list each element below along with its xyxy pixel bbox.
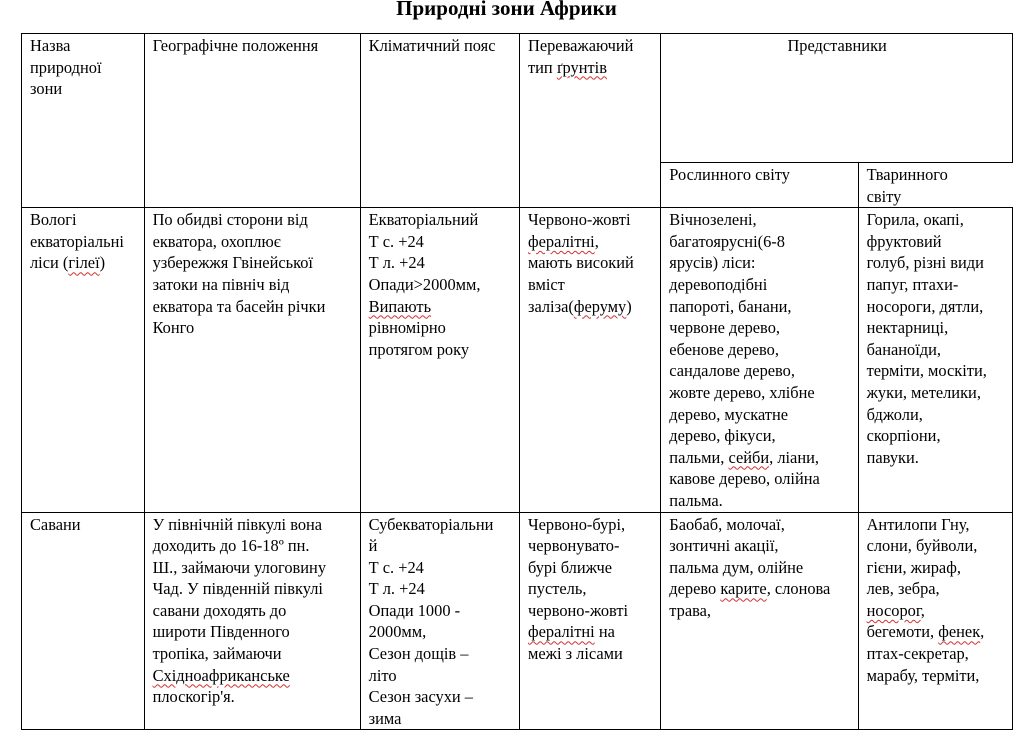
- header-name: [22, 34, 145, 208]
- cell-text: У північній півкулі вона: [152, 514, 323, 534]
- zone-name: [22, 208, 145, 512]
- cell-text: межі з лісами: [527, 644, 623, 664]
- cell-text: Червоно-жовті: [527, 210, 631, 230]
- cell-text: папороті, банани,: [669, 296, 792, 316]
- cell-text: сандалове дерево,: [669, 361, 795, 381]
- spellcheck-word: Випають: [368, 296, 432, 316]
- cell-text: ): [626, 296, 632, 316]
- cell-text: ярусів) ліси:: [669, 253, 756, 273]
- cell-text: фруктовий: [866, 231, 942, 251]
- spellcheck-word: ґрунтів: [556, 57, 607, 77]
- cell-text: ,: [594, 231, 599, 251]
- spellcheck-word: карите: [720, 579, 767, 599]
- header-representatives: Представники: [661, 34, 1013, 163]
- cell-text: літо: [368, 665, 397, 685]
- page-title: Природні зони Африки: [396, 0, 617, 20]
- header-location: Географічне положення: [144, 34, 360, 208]
- cell-text: екватора, охоплює: [152, 231, 281, 251]
- cell-text: затоки на північ від: [152, 274, 290, 294]
- cell-text: Сезон засухи –: [368, 687, 473, 707]
- cell-text: зонтичні акації,: [669, 536, 779, 556]
- cell-text: червонувато-: [527, 536, 620, 556]
- cell-text: [867, 621, 1005, 643]
- cell-text: Чад. У південній півкулі: [152, 579, 323, 599]
- header-soil: [519, 34, 660, 208]
- header-text: тип: [527, 57, 557, 77]
- cell-text: пустель,: [527, 579, 587, 599]
- cell-text: скорпіони,: [866, 426, 941, 446]
- cell-text: Т с. +24: [368, 557, 424, 577]
- cell-text: [669, 447, 850, 469]
- cell-text: слони, буйволи,: [866, 536, 978, 556]
- header-text: зони: [30, 79, 63, 99]
- zone-fauna: [858, 512, 1012, 730]
- cell-text: вміст: [527, 274, 565, 294]
- cell-text: дерево, мускатне: [669, 404, 789, 424]
- cell-text: Екваторіальний: [368, 210, 479, 230]
- cell-text: Горила, окапі,: [866, 210, 964, 230]
- zone-soil: [519, 208, 660, 512]
- cell-text: мають високий: [527, 253, 634, 273]
- cell-text: дерево, фікуси,: [669, 426, 776, 446]
- cell-text: тропіка, займаючи: [152, 644, 282, 664]
- cell-text: бегемоти,: [866, 622, 939, 642]
- spellcheck-word: фералітні: [527, 231, 595, 251]
- table-row: [22, 512, 1013, 730]
- cell-text: трава,: [669, 600, 712, 620]
- cell-text: бджоли,: [866, 404, 923, 424]
- cell-text: широти Південного: [152, 622, 290, 642]
- cell-text: ,: [980, 622, 985, 642]
- cell-text: Т л. +24: [368, 253, 425, 273]
- cell-text: екватора та басейн річки: [152, 296, 326, 316]
- cell-text: гієни, жираф,: [866, 557, 961, 577]
- zone-location: [144, 512, 360, 730]
- cell-text: пальма дум, олійне: [669, 557, 804, 577]
- spellcheck-word: Східноафриканське: [152, 665, 290, 685]
- cell-text: узбережжя Гвінейської: [152, 253, 313, 273]
- cell-text: нектарниці,: [866, 318, 949, 338]
- header-text: Тваринного: [866, 165, 948, 184]
- header-climate: Кліматичний пояс: [360, 34, 519, 208]
- zone-name: [22, 512, 145, 730]
- cell-text: пальма.: [669, 490, 723, 510]
- cell-text: ліси (: [30, 253, 69, 273]
- cell-text: [30, 252, 137, 274]
- cell-text: червоно-жовті: [527, 600, 629, 620]
- zone-flora: [661, 208, 858, 512]
- cell-text: ебенове дерево,: [669, 339, 779, 359]
- cell-text: Червоно-бурі,: [527, 514, 626, 534]
- spellcheck-word: феруму: [573, 296, 627, 316]
- header-text: природної: [30, 57, 102, 77]
- cell-text: екваторіальні: [30, 231, 124, 251]
- spellcheck-word: фералітні: [527, 622, 595, 642]
- cell-text: , ліани,: [769, 447, 819, 467]
- cell-text: бананоїди,: [866, 339, 941, 359]
- cell-text: [528, 296, 653, 318]
- cell-text: По обидві сторони від: [152, 210, 308, 230]
- cell-text: голуб, різні види: [866, 253, 984, 273]
- cell-text: дерево: [669, 579, 721, 599]
- cell-text: на: [594, 622, 615, 642]
- cell-text: Савани: [30, 514, 81, 534]
- spellcheck-word: гілеї: [68, 253, 100, 273]
- cell-text: Т л. +24: [368, 579, 425, 599]
- cell-text: ,: [920, 600, 925, 620]
- header-text: Назва: [30, 36, 71, 55]
- cell-text: лев, зебра,: [866, 579, 940, 599]
- header-flora: Рослинного світу: [661, 163, 858, 208]
- cell-text: птах-секретар,: [866, 644, 969, 664]
- cell-text: терміти, москіти,: [866, 361, 987, 381]
- cell-text: деревоподібні: [669, 274, 768, 294]
- cell-text: ): [99, 253, 106, 273]
- zones-table: [21, 33, 1013, 730]
- cell-text: носороги, дятли,: [866, 296, 984, 316]
- cell-text: багатоярусні(6-8: [669, 231, 785, 251]
- cell-text: , слонова: [766, 579, 831, 599]
- cell-text: заліза(: [527, 296, 574, 316]
- cell-text: жовте дерево, хлібне: [669, 382, 815, 402]
- cell-text: [867, 600, 1005, 622]
- zone-location: [144, 208, 360, 512]
- spellcheck-word: носорог: [866, 600, 921, 620]
- cell-text: Вічнозелені,: [669, 210, 757, 230]
- cell-text: пальми,: [669, 447, 729, 467]
- cell-text: [528, 621, 653, 643]
- cell-text: [528, 231, 653, 253]
- cell-text: й: [368, 536, 378, 556]
- cell-text: Опади>2000мм,: [368, 274, 481, 294]
- zone-fauna: [858, 208, 1012, 512]
- header-row: [22, 34, 1013, 163]
- cell-text: 2000мм,: [368, 622, 427, 642]
- header-fauna: [858, 163, 1012, 208]
- spellcheck-word: фенек: [938, 622, 981, 642]
- cell-text: папуг, птахи-: [866, 274, 959, 294]
- spellcheck-word: сейби: [728, 447, 770, 467]
- cell-text: Вологі: [30, 210, 77, 230]
- zone-climate: [360, 512, 519, 730]
- cell-text: Баобаб, молочаї,: [669, 514, 785, 534]
- cell-text: доходить до 16-18º пн.: [152, 536, 310, 556]
- cell-text: Антилопи Гну,: [866, 514, 970, 534]
- cell-text: протягом року: [368, 339, 470, 359]
- cell-text: кавове дерево, олійна: [669, 469, 820, 489]
- cell-text: павуки.: [866, 447, 919, 467]
- header-text: Переважаючий: [527, 36, 634, 55]
- cell-text: зима: [368, 708, 402, 728]
- zone-flora: [661, 512, 858, 730]
- cell-text: Опади 1000 -: [368, 600, 461, 620]
- cell-text: плоскогір'я.: [152, 687, 235, 707]
- header-text: світу: [866, 186, 902, 206]
- cell-text: рівномірно: [368, 318, 446, 338]
- cell-text: [669, 578, 850, 600]
- cell-text: Сезон дощів –: [368, 644, 469, 664]
- cell-text: бурі ближче: [527, 557, 613, 577]
- zone-climate: [360, 208, 519, 512]
- cell-text: Ш., займаючи улоговину: [152, 557, 327, 577]
- table-row: [22, 208, 1013, 512]
- cell-text: Т с. +24: [368, 231, 424, 251]
- cell-text: Субекваторіальни: [368, 514, 494, 534]
- cell-text: Конго: [152, 318, 195, 338]
- cell-text: марабу, терміти,: [866, 665, 980, 685]
- header-text: [528, 57, 653, 79]
- cell-text: савани доходять до: [152, 600, 287, 620]
- cell-text: червоне дерево,: [669, 318, 780, 338]
- cell-text: жуки, метелики,: [866, 382, 981, 402]
- zone-soil: [519, 512, 660, 730]
